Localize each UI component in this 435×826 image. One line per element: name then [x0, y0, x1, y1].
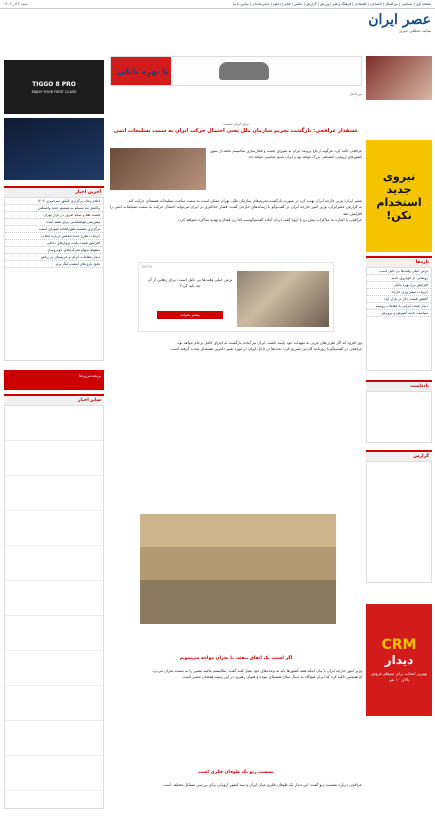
article-paragraph: عراقچی در گفت‌وگو با روزنامه گاردین تصریح کرد: بحث‌ها در داخل ایران در مورد تغییر دکترین هسته‌ای شدت گرفته است.: [170, 346, 362, 352]
top-navigation-bar: [0, 0, 435, 9]
right-notes-box: [366, 380, 432, 446]
report-heading: گزارش: [366, 450, 432, 461]
crm-line-3: بهترین انتخاب برای تیم‌های فروش بالای ۱۰ نفر: [370, 671, 428, 682]
subheading-geneva: نشست ژنو یک طوفان فکری است: [198, 770, 274, 775]
article-body-section-3: [110, 782, 362, 788]
right-headlines-list: [366, 267, 432, 371]
list-item[interactable]: پیش‌بینی هواشناسی برای هفته آینده: [5, 219, 103, 226]
sponsored-card[interactable]: [138, 262, 334, 332]
list-item[interactable]: رونمایی از خودروی جدید: [367, 275, 431, 282]
sponsored-text: ترس خیلی وقت‌ها بی دلیل است؛ برای رهایی از آن چه باید کرد؟: [147, 277, 233, 288]
article-lead: عراقچی تاکید کرد: هرگونه ارجاع پرونده ایران به شورای امنیت و فعال‌سازی مکانیسم ماشه از سوی کشورهای اروپایی، اشتباهی بزرگ خواهد بود و ایران پاسخ مناسبی خواهد داد.: [210, 149, 362, 159]
article-body-section-2: [110, 668, 362, 681]
report-list: [366, 461, 432, 583]
right-headlines-box: [366, 256, 432, 376]
article-main-photo: [140, 514, 336, 624]
right-headlines-heading: تازه‌ها: [366, 256, 432, 267]
logo-tagline: سایت تحلیلی خبری: [398, 28, 431, 33]
list-item[interactable]: جزییات سفر وزیر خارجه: [367, 289, 431, 296]
article-paragraph: وی افزود که اگر طرف‌های غربی به تعهدات خود پایبند باشند، ایران نیز آماده بازگشت به اجرای کامل برجام خواهد بود.: [176, 340, 362, 345]
ad-headline: با بهره بانکی: [117, 66, 169, 76]
current-date: شنبه ۳ آذر ۱۴۰۳: [4, 2, 28, 6]
subheading-snapback: اگر اسنپ بک اتفاق بیفتد، با بحران مواجه می‌شویم: [179, 656, 293, 661]
article-paragraph: عراقچی با اشاره به مذاکرات پیش رو با اروپا گفت ایران آماده گفت‌وگوست اما زیر فشار و تهدید مذاکره نخواهد کرد.: [178, 216, 362, 222]
article-paragraph: عراقچی درباره نشست ژنو گفت: این دیدار یک طوفان فکری میان ایران و سه کشور اروپایی برای بررسی مسائل مختلف است.: [162, 782, 362, 787]
list-item[interactable]: افزایش نرخ بهره بانکی: [367, 282, 431, 289]
other-news-thumbs: [4, 405, 104, 809]
notes-list: [366, 391, 432, 443]
latest-news-box: [4, 186, 104, 366]
other-news-heading: سایر اخبار: [4, 394, 104, 405]
article-title: عشقدار عراقچی: بازگشت تحریم سازمان ملل یعنی احتمال حرکت ایران به سمت تسلیحات اتمی: [113, 128, 359, 134]
read-more-button[interactable]: بیشتر بخوانید: [157, 311, 223, 319]
tiggo-ad[interactable]: [4, 60, 104, 114]
car-icon: [219, 62, 269, 80]
ad-badge: فرصت ویژه: [319, 67, 355, 75]
list-item[interactable]: سیاست جدید آموزش و پرورش: [367, 310, 431, 317]
sponsor-badge: TAP30: [141, 265, 152, 269]
list-item[interactable]: نتایج بازی‌های امشب لیگ برتر: [5, 261, 103, 268]
logo-text: عصر ایران: [368, 12, 431, 28]
list-item[interactable]: ترس خیلی وقت‌ها بی دلیل است: [367, 268, 431, 275]
list-item[interactable]: دیدار مقامات ایران و عربستان در ریاض: [5, 254, 103, 261]
hiring-ad[interactable]: [366, 140, 432, 252]
hiring-line-3: استخدام: [376, 196, 422, 209]
crm-ad[interactable]: [366, 604, 432, 716]
list-item[interactable]: قیمت طلا و سکه امروز در بازار تهران: [5, 212, 103, 219]
hiring-line-4: نکن!: [386, 209, 412, 222]
notes-heading: یادداشت: [366, 380, 432, 391]
sponsored-image: [237, 271, 329, 327]
list-item[interactable]: جزئیات طرح جدید مجلس درباره حجاب: [5, 233, 103, 240]
article-paragraph: او همچنین تاکید کرد که ایران هیچ‌گاه به دنبال سلاح هسته‌ای نبوده و فتوای رهبری در این زمینه همچنان معتبر است.: [181, 674, 362, 680]
article-paragraph: عصر ایران؛ وزیر خارجه ایران تهدید کرد در صورت بازگشت تحریم‌های سازمان ملل، تهران ممکن است به سمت ساخت تسلیحات هسته‌ای حرکت کند.: [127, 198, 362, 203]
left-tabs: [4, 370, 104, 390]
latest-news-heading: آخرین اخبار: [4, 186, 104, 197]
article-kicker: برای ایران نیست: [223, 122, 249, 126]
right-report-box: [366, 450, 432, 586]
article-lead-photo: [110, 148, 206, 190]
main-menu[interactable]: صفحه اول | سیاسی | بین‌الملل | اجتماعی | اقتصادی | فرهنگ و هنر | ورزش | گزارش | عکس | فیلم | دانلود | چندرسانه‌ای | تماس با ما: [233, 2, 431, 6]
list-item[interactable]: سقوط سهام شرکت‌های خودروساز: [5, 247, 103, 254]
article-paragraph: به گزارش عصرایران، وزیر امور خارجه ایران در گفت‌وگو با رسانه‌های خارجی گفت: فشار حداکثری بر ایران می‌تواند احتمال حرکت به سمت تسلیحات اتمی را افزایش دهد.: [110, 204, 362, 216]
article-category[interactable]: بین‌الملل: [349, 92, 362, 96]
tiggo-slogan: ENJOY YOUR FIRST CLASS: [31, 89, 77, 94]
list-item[interactable]: واکنش تند مسکو به تصمیم جدید واشنگتن: [5, 205, 103, 212]
other-news-box: [4, 394, 104, 814]
crm-line-1: CRM: [381, 637, 417, 653]
list-item[interactable]: افزایش قیمت بلیت پروازهای داخلی: [5, 240, 103, 247]
list-item[interactable]: دیدار هیئت ایرانی با مقامات روسیه: [367, 303, 431, 310]
hiring-line-1: نیروی: [382, 170, 416, 183]
article-header: [110, 92, 362, 134]
site-logo[interactable]: [351, 12, 431, 44]
top-banner-ad[interactable]: [110, 56, 362, 86]
crm-line-2: دیدار: [384, 653, 414, 667]
article-body-continued: [110, 340, 362, 353]
hiring-line-2: جدید: [386, 183, 412, 196]
article-paragraph: وزیر امور خارجه ایران با بیان اینکه همه کشورها باید به وعده‌های خود عمل کنند گفت: مکانیسم ماشه مسیر را به سمت بحران می‌برد.: [151, 668, 362, 673]
article-body: [110, 198, 362, 223]
list-item[interactable]: کاهش قیمت دلار در بازار آزاد: [367, 296, 431, 303]
list-item[interactable]: برگزاری نشست فوق‌العاده شورای امنیت: [5, 226, 103, 233]
tiggo-brand: TIGGO 8 PRO: [32, 80, 76, 88]
list-item[interactable]: اعلام زمان برگزاری کنکور سراسری ۱۴۰۴: [5, 198, 103, 205]
right-top-photo[interactable]: [366, 56, 432, 100]
tab-most-discussed[interactable]: پربحث‌ترین‌ها: [79, 373, 101, 378]
latest-news-list: [4, 197, 104, 361]
car-interior-ad[interactable]: [4, 118, 104, 180]
